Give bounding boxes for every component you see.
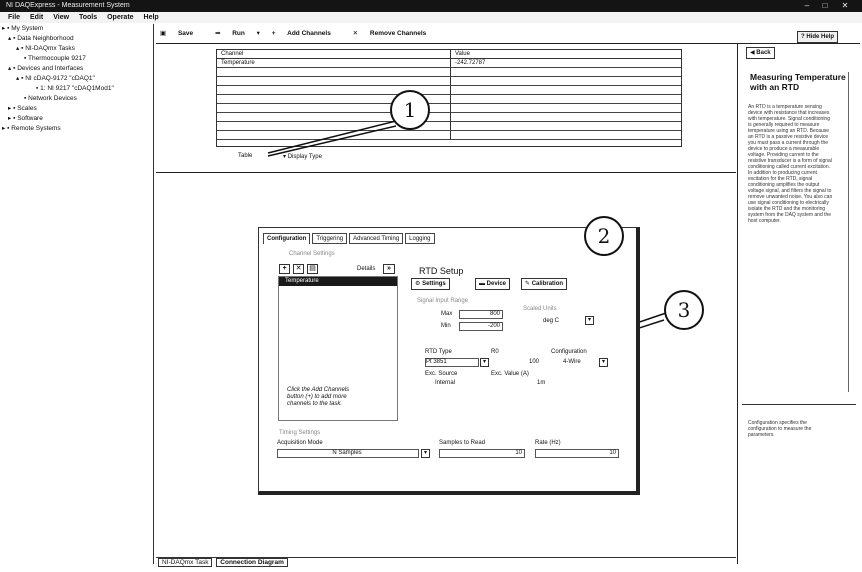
rtd-type-label: RTD Type [425,349,452,355]
scale-icon[interactable]: ▤ [307,264,318,274]
add-channels-button[interactable]: + Add Channels [271,30,331,37]
channel-list [278,276,398,421]
scaled-units-label: Scaled Units [523,306,557,312]
list-item[interactable]: Temperature [279,277,397,286]
menu-help[interactable]: Help [143,14,159,21]
acquisition-mode-select[interactable]: N Samples [277,449,419,458]
r0-label: R0 [491,349,499,355]
excitation-source-label: Exc. Source [425,371,458,377]
callout-line-1 [268,120,400,153]
tree-item[interactable]: ▴ ▪ Devices and Interfaces [8,65,84,72]
add-channel-icon[interactable]: + [279,264,290,274]
min-input[interactable]: -200 [459,322,503,331]
column-header-channel[interactable]: Channel [217,50,451,58]
samples-to-read-input[interactable]: 10 [439,449,525,458]
add-channels-hint: Click the Add Channels button (+) to add more channels to the task. [287,387,350,407]
excitation-value[interactable]: 1m [537,380,546,386]
bottom-tab-bar [156,557,736,568]
cell-channel: Temperature [217,59,451,67]
tree-item[interactable]: ▪ Network Devices [24,95,77,102]
signal-input-range-label: Signal Input Range [417,298,469,304]
run-button[interactable]: ⇛ Run ▾ [214,30,260,37]
tree-item[interactable]: ▪ Thermocouple 9217 [24,55,86,62]
divider [742,404,856,405]
tree-item[interactable]: ▸ ▪ My System [2,25,44,32]
rtd-type-select[interactable]: Pt 3851 [425,358,479,367]
tree-item[interactable]: ▪ 1: NI 9217 "cDAQ1Mod1" [36,85,114,92]
excitation-value-label: Exc. Value (A) [491,371,529,377]
settings-tab[interactable]: ⚙ Settings [411,278,450,290]
tab-connection-diagram[interactable]: Connection Diagram [216,558,288,567]
configuration-dropdown[interactable]: ▾ [599,358,608,367]
run-icon: ⇛ [214,30,221,37]
plus-icon: + [271,30,276,37]
tree-item[interactable]: ▴ ▪ NI-DAQmx Tasks [16,45,75,52]
rtd-type-dropdown[interactable]: ▾ [480,358,489,367]
acquisition-mode-label: Acquisition Mode [277,440,323,446]
configuration-label: Configuration [551,349,587,355]
acquisition-mode-dropdown[interactable]: ▾ [421,449,430,458]
tree-item[interactable]: ▸ ▪ Software [8,115,43,122]
configuration-panel [258,227,640,495]
callout-line-1b [268,126,396,156]
tree-item[interactable]: ▸ ▪ Remote Systems [2,125,61,132]
window-title: NI DAQExpress - Measurement System [6,2,130,9]
save-icon: ▣ [160,30,167,37]
max-input[interactable]: 800 [459,310,503,319]
help-icon: ? [801,34,805,40]
column-header-value[interactable]: Value [455,51,470,57]
units-dropdown[interactable]: ▾ [585,316,594,325]
tab-advanced-timing[interactable]: Advanced Timing [349,233,403,244]
min-label: Min [441,323,451,329]
callout-2: 2 [584,216,624,256]
details-label: Details [357,266,376,272]
rtd-setup-title: RTD Setup [419,266,464,276]
timing-settings-label: Timing Settings [279,430,321,436]
device-tab[interactable]: ▬ Device [475,278,510,290]
units-value: deg C [543,318,560,324]
expand-icon[interactable]: » [383,264,395,274]
save-button[interactable]: ▣ Save [160,30,194,37]
back-arrow-icon: ◀ [750,50,755,56]
remove-channels-button[interactable]: ✕ Remove Channels [352,30,427,37]
close-button[interactable]: ✕ [841,1,849,10]
back-button[interactable]: ◀ Back [746,47,775,59]
minimize-button[interactable]: – [804,1,810,10]
maximize-button[interactable]: □ [822,1,828,10]
x-icon: ✕ [352,30,359,37]
samples-to-read-label: Samples to Read [439,440,486,446]
display-type-value[interactable]: Table [238,153,253,159]
r0-value[interactable]: 100 [529,359,540,365]
max-label: Max [441,311,453,317]
gear-icon: ⚙ [415,281,421,287]
calibration-tab[interactable]: ✎ Calibration [521,278,567,290]
tab-triggering[interactable]: Triggering [312,233,347,244]
tree-item[interactable]: ▴ ▪ Data Neighborhood [8,35,74,42]
tab-nidaqmx-task[interactable]: NI-DAQmx Task [158,558,212,567]
excitation-source-value[interactable]: Internal [435,380,456,386]
callout-3: 3 [664,290,704,330]
channel-settings-label: Channel Settings [289,251,335,257]
help-title: Measuring Temperature with an RTD [750,72,846,92]
tab-logging[interactable]: Logging [405,233,434,244]
wrench-icon: ✎ [525,281,531,287]
remove-channel-icon[interactable]: ✕ [293,264,304,274]
hide-help-button[interactable]: ? Hide Help [797,31,838,43]
menu-file[interactable]: File [8,14,21,21]
help-pane [742,44,856,564]
help-bottom-text: Configuration specifies the configuration to measure the parameters. [748,420,812,438]
configuration-value[interactable]: 4-Wire [563,359,581,365]
device-icon: ▬ [479,281,485,287]
tree-item[interactable]: ▴ ▪ NI cDAQ-9172 "cDAQ1" [16,75,95,82]
help-scrollbar[interactable] [848,72,854,392]
help-body: An RTD is a temperature sensing device with resistance that increases with temperature. Signal conditioning is generally required to measure temperature using an RTD. Because an RTD is a passive resistive device you must pass a current through the device to produce a measurable voltage. Providing current to the resistive transducer is a form of signal conditioning called current excitation. In addition to producing current excitation for the RTD, signal conditioning amplifies the output voltage signal, and filters the signal to remove unwanted noise. You also can use signal conditioning to electrically isolate the RTD and the monitoring system from the DAQ system and the host computer. [748,104,833,224]
cell-value: -242.72787 [455,60,486,66]
config-tabs [263,233,437,244]
menu-tools[interactable]: Tools [78,14,98,21]
menu-operate[interactable]: Operate [107,14,134,21]
tab-configuration[interactable]: Configuration [263,233,310,244]
menu-view[interactable]: View [53,14,70,21]
rate-label: Rate (Hz) [535,440,561,446]
rate-input[interactable]: 10 [535,449,619,458]
display-type-label: ▾ Display Type [283,154,322,160]
callout-1: 1 [390,90,430,130]
tree-item[interactable]: ▸ ▪ Scales [8,105,37,112]
menu-edit[interactable]: Edit [30,14,44,21]
